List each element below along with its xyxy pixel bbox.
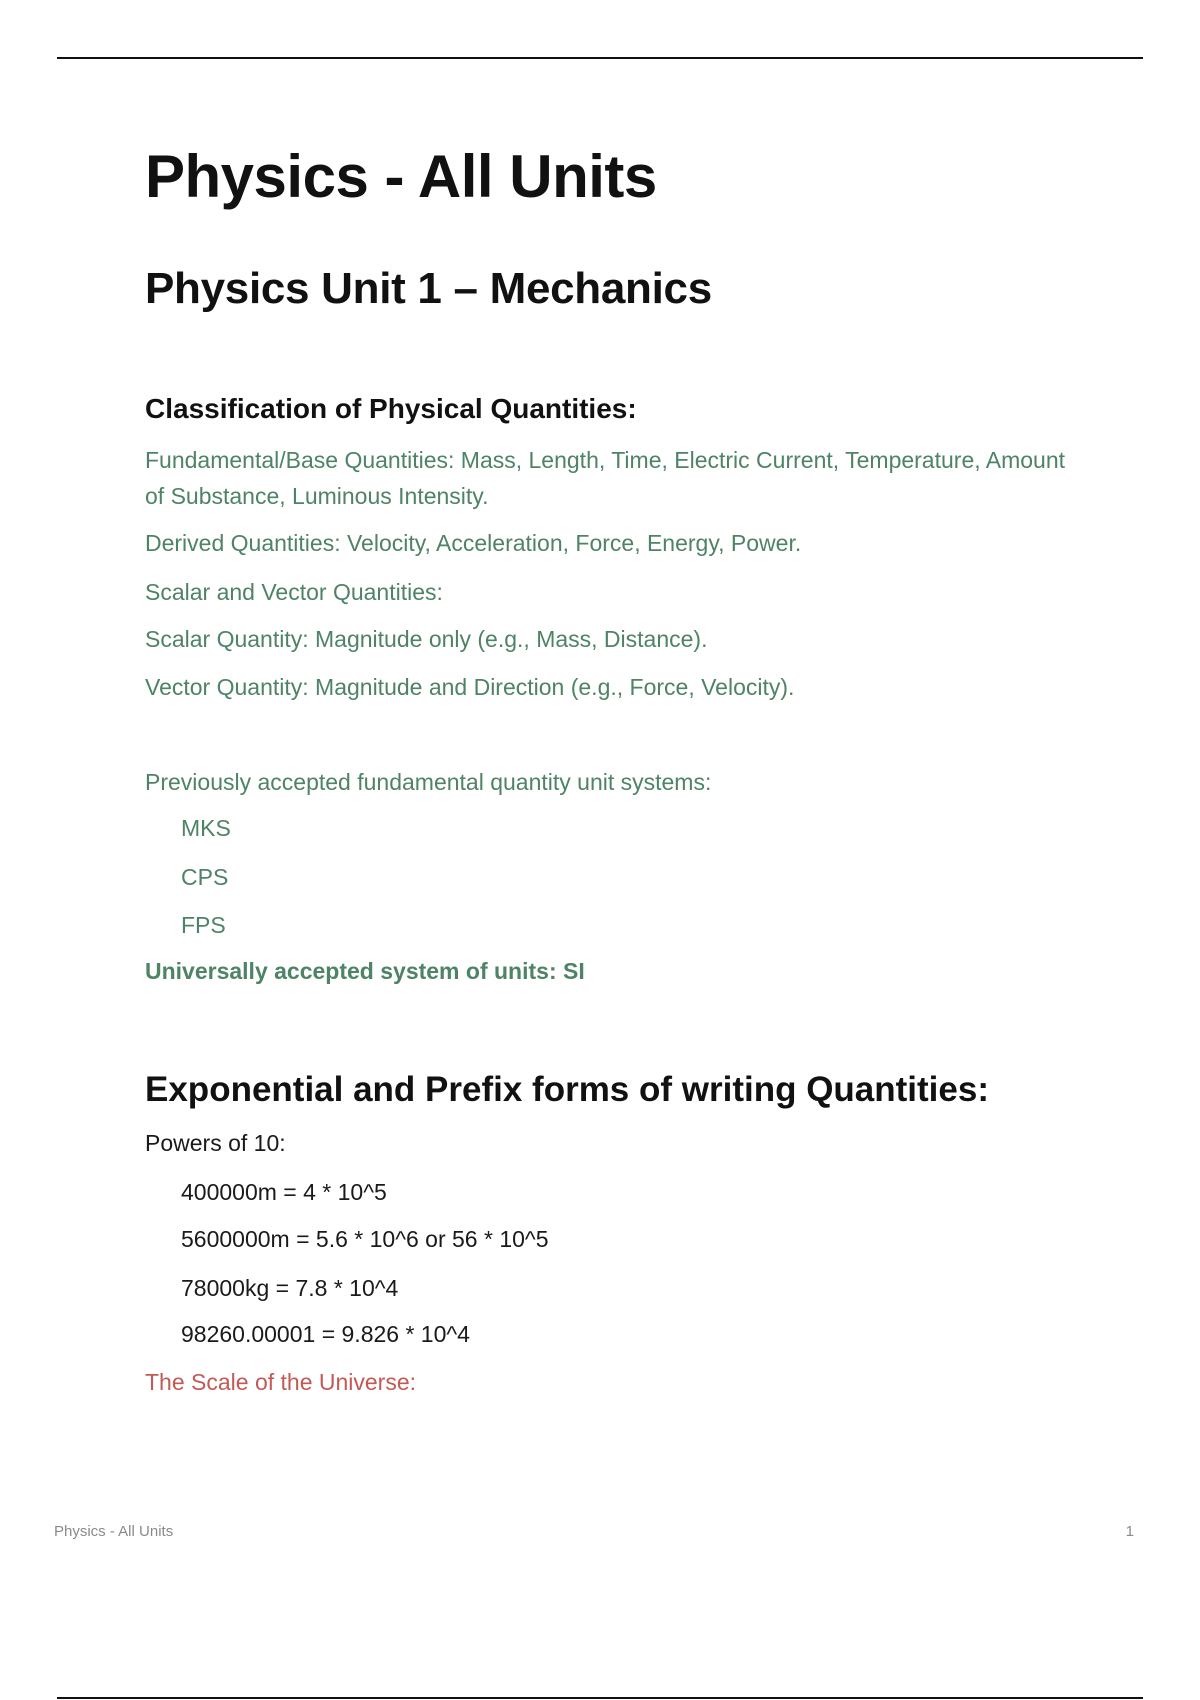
- scale-of-universe-heading: The Scale of the Universe:: [145, 1369, 417, 1395]
- previous-systems-text: Previously accepted fundamental quantity unit systems:: [145, 769, 712, 795]
- unit-system-item: CPS: [181, 864, 229, 890]
- document-title: Physics - All Units: [145, 143, 657, 210]
- page-number: 1: [1125, 1523, 1134, 1540]
- classification-heading: Classification of Physical Quantities:: [145, 393, 637, 424]
- derived-quantities-text: Derived Quantities: Velocity, Acceleration, Force, Energy, Power.: [145, 530, 802, 556]
- bottom-rule: [57, 1697, 1143, 1699]
- exponent-example: 5600000m = 5.6 * 10^6 or 56 * 10^5: [181, 1226, 549, 1252]
- exponent-example: 400000m = 4 * 10^5: [181, 1179, 387, 1205]
- fundamental-quantities-text: Fundamental/Base Quantities: Mass, Length, Time, Electric Current, Temperature, Amount of Substance, Luminous Intensity.: [145, 447, 1066, 509]
- exponent-example: 98260.00001 = 9.826 * 10^4: [181, 1321, 470, 1347]
- powers-of-ten-label: Powers of 10:: [145, 1130, 286, 1156]
- vector-quantity-text: Vector Quantity: Magnitude and Direction (e.g., Force, Velocity).: [145, 674, 795, 700]
- exponent-example: 78000kg = 7.8 * 10^4: [181, 1275, 399, 1301]
- top-rule: [57, 57, 1143, 59]
- unit-system-item: MKS: [181, 815, 231, 841]
- unit-system-item: FPS: [181, 912, 226, 938]
- scalar-quantity-text: Scalar Quantity: Magnitude only (e.g., Mass, Distance).: [145, 626, 708, 652]
- universal-system-text: Universally accepted system of units: SI: [145, 958, 585, 984]
- scalar-vector-text: Scalar and Vector Quantities:: [145, 579, 443, 605]
- exponential-heading: Exponential and Prefix forms of writing Quantities:: [145, 1070, 989, 1109]
- footer-title: Physics - All Units: [54, 1523, 174, 1540]
- unit-title: Physics Unit 1 – Mechanics: [145, 264, 712, 313]
